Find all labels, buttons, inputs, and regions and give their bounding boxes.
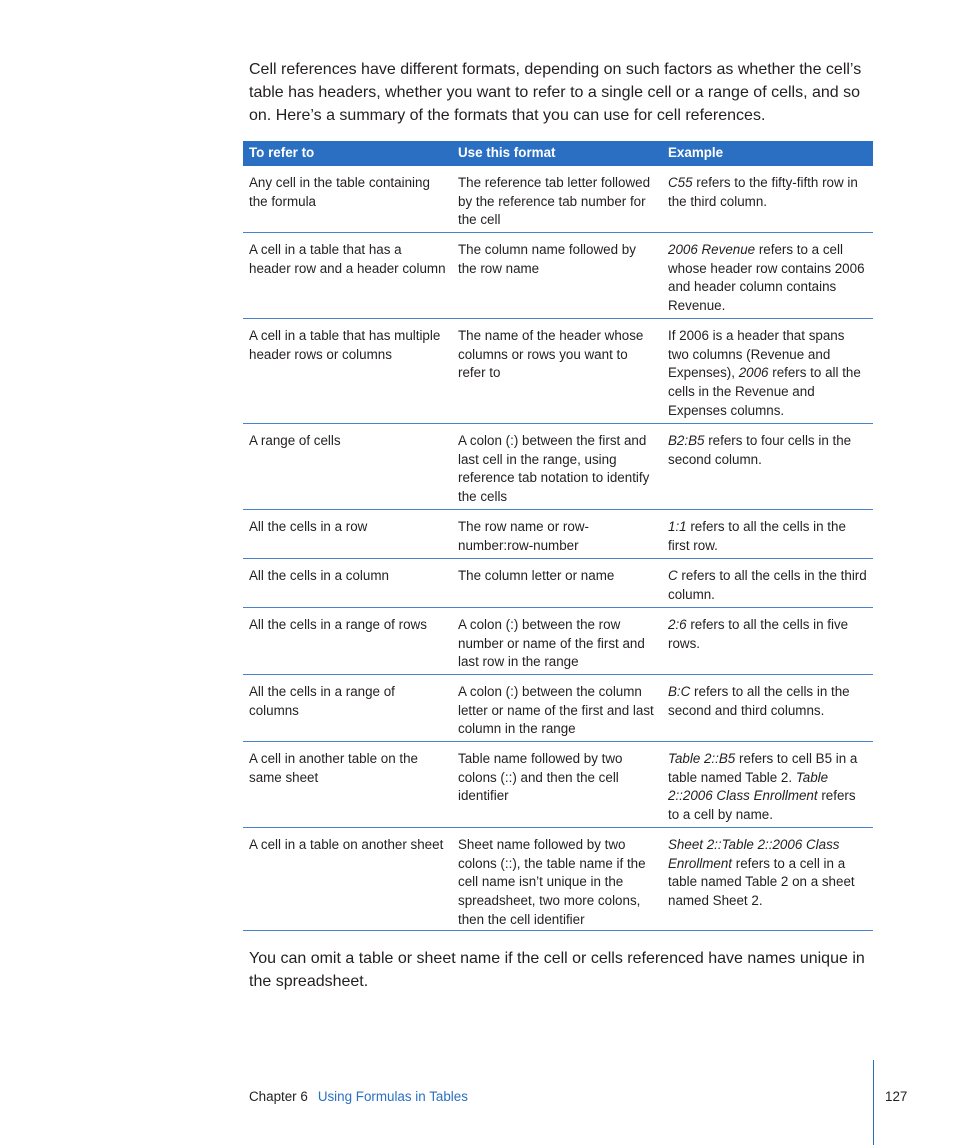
header-example: Example: [662, 141, 873, 166]
example-cell: [662, 233, 873, 319]
table-row: [243, 233, 873, 319]
example-text: refers to four cells in the second column.: [668, 433, 852, 467]
refer-cell: A cell in a table on another sheet: [243, 828, 452, 931]
refer-cell: All the cells in a range of columns: [243, 675, 452, 742]
example-cell: [662, 742, 873, 828]
table-row: [243, 559, 873, 608]
example-cell: [662, 608, 873, 675]
example-reference: 2006: [738, 365, 769, 381]
format-cell: The name of the header whose columns or rows you want to refer to: [452, 319, 662, 424]
table-row: [243, 828, 873, 931]
example-cell: [662, 828, 873, 931]
example-text: refers to a cell by name.: [668, 788, 856, 823]
closing-paragraph: You can omit a table or sheet name if the cell or cells referenced have names unique in the spreadsheet.: [249, 950, 865, 990]
format-cell: The row name or row-number:row-number: [452, 510, 662, 559]
example-text: refers to all the cells in the first row.: [668, 519, 846, 553]
format-cell: The column name followed by the row name: [452, 233, 662, 319]
table-row: [243, 424, 873, 510]
example-text: refers to a cell in a table named Table 2 on a sheet named Sheet 2.: [668, 855, 855, 909]
example-text: refers to all the cells in the Revenue and Expenses columns.: [668, 365, 861, 418]
example-cell: [662, 319, 873, 424]
refer-cell: A cell in a table that has a header row and a header column: [243, 233, 452, 319]
example-cell: [662, 166, 873, 233]
table-row: [243, 510, 873, 559]
example-reference: B:C: [668, 684, 691, 699]
example-text: If 2006 is a header that spans two columns (Revenue and Expenses),: [668, 328, 845, 381]
example-text: refers to all the cells in five rows.: [668, 617, 849, 651]
example-reference: Sheet 2::Table 2::2006 Class Enrollment: [668, 837, 840, 871]
format-cell: Sheet name followed by two colons (::), the table name if the cell name isn’t unique in the spreadsheet, two more colons, then the cell identifier: [452, 828, 662, 931]
example-reference: Table 2::B5: [668, 751, 736, 766]
table-row: [243, 608, 873, 675]
format-cell: A colon (:) between the row number or name of the first and last row in the range: [452, 608, 662, 675]
table-row: [243, 166, 873, 233]
example-text: refers to the fifty-fifth row in the third column.: [668, 175, 858, 209]
refer-cell: A range of cells: [243, 424, 452, 510]
example-reference: Table 2::2006 Class Enrollment: [668, 769, 829, 804]
page-number: 127: [885, 1089, 908, 1104]
example-text: refers to all the cells in the second and third columns.: [668, 684, 850, 718]
table-header: [243, 141, 873, 166]
example-reference: 1:1: [668, 519, 687, 534]
chapter-number: Chapter 6: [249, 1089, 308, 1104]
example-reference: 2:6: [668, 617, 687, 632]
refer-cell: All the cells in a row: [243, 510, 452, 559]
refer-cell: Any cell in the table containing the formula: [243, 166, 452, 233]
cell-reference-table: [243, 141, 873, 931]
refer-cell: All the cells in a range of rows: [243, 608, 452, 675]
format-cell: The column letter or name: [452, 559, 662, 608]
example-text: refers to all the cells in the third column.: [668, 568, 867, 602]
table-row: [243, 319, 873, 424]
header-to-refer-to: To refer to: [243, 141, 452, 166]
table-row: [243, 675, 873, 742]
example-cell: [662, 675, 873, 742]
table-body: [243, 166, 873, 931]
example-reference: C: [668, 568, 678, 583]
refer-cell: A cell in a table that has multiple header rows or columns: [243, 319, 452, 424]
example-cell: [662, 559, 873, 608]
header-use-this-format: Use this format: [452, 141, 662, 166]
format-cell: A colon (:) between the column letter or name of the first and last column in the range: [452, 675, 662, 742]
intro-paragraph: Cell references have different formats, depending on such factors as whether the cell’s table has headers, whether you want to refer to a single cell or a range of cells, and so on. Here’s a summary of the formats that you can use for cell references.: [249, 61, 862, 124]
refer-cell: A cell in another table on the same sheet: [243, 742, 452, 828]
example-text: refers to a cell whose header row contains 2006 and header column contains Revenue.: [668, 242, 865, 314]
footer-divider: [873, 1060, 874, 1145]
table-header-row: [243, 141, 873, 166]
example-reference: C55: [668, 175, 693, 190]
example-text: refers to cell B5 in a table named Table 2.: [668, 751, 858, 785]
format-cell: The reference tab letter followed by the reference tab number for the cell: [452, 166, 662, 233]
format-cell: Table name followed by two colons (::) and then the cell identifier: [452, 742, 662, 828]
format-cell: A colon (:) between the first and last cell in the range, using reference tab notation to identify the cells: [452, 424, 662, 510]
example-reference: 2006 Revenue: [668, 242, 756, 257]
footer-chapter: [249, 1089, 468, 1105]
table-row: [243, 742, 873, 828]
chapter-title-link[interactable]: Using Formulas in Tables: [317, 1089, 468, 1104]
example-cell: [662, 424, 873, 510]
refer-cell: All the cells in a column: [243, 559, 452, 608]
example-cell: [662, 510, 873, 559]
example-reference: B2:B5: [668, 433, 705, 448]
